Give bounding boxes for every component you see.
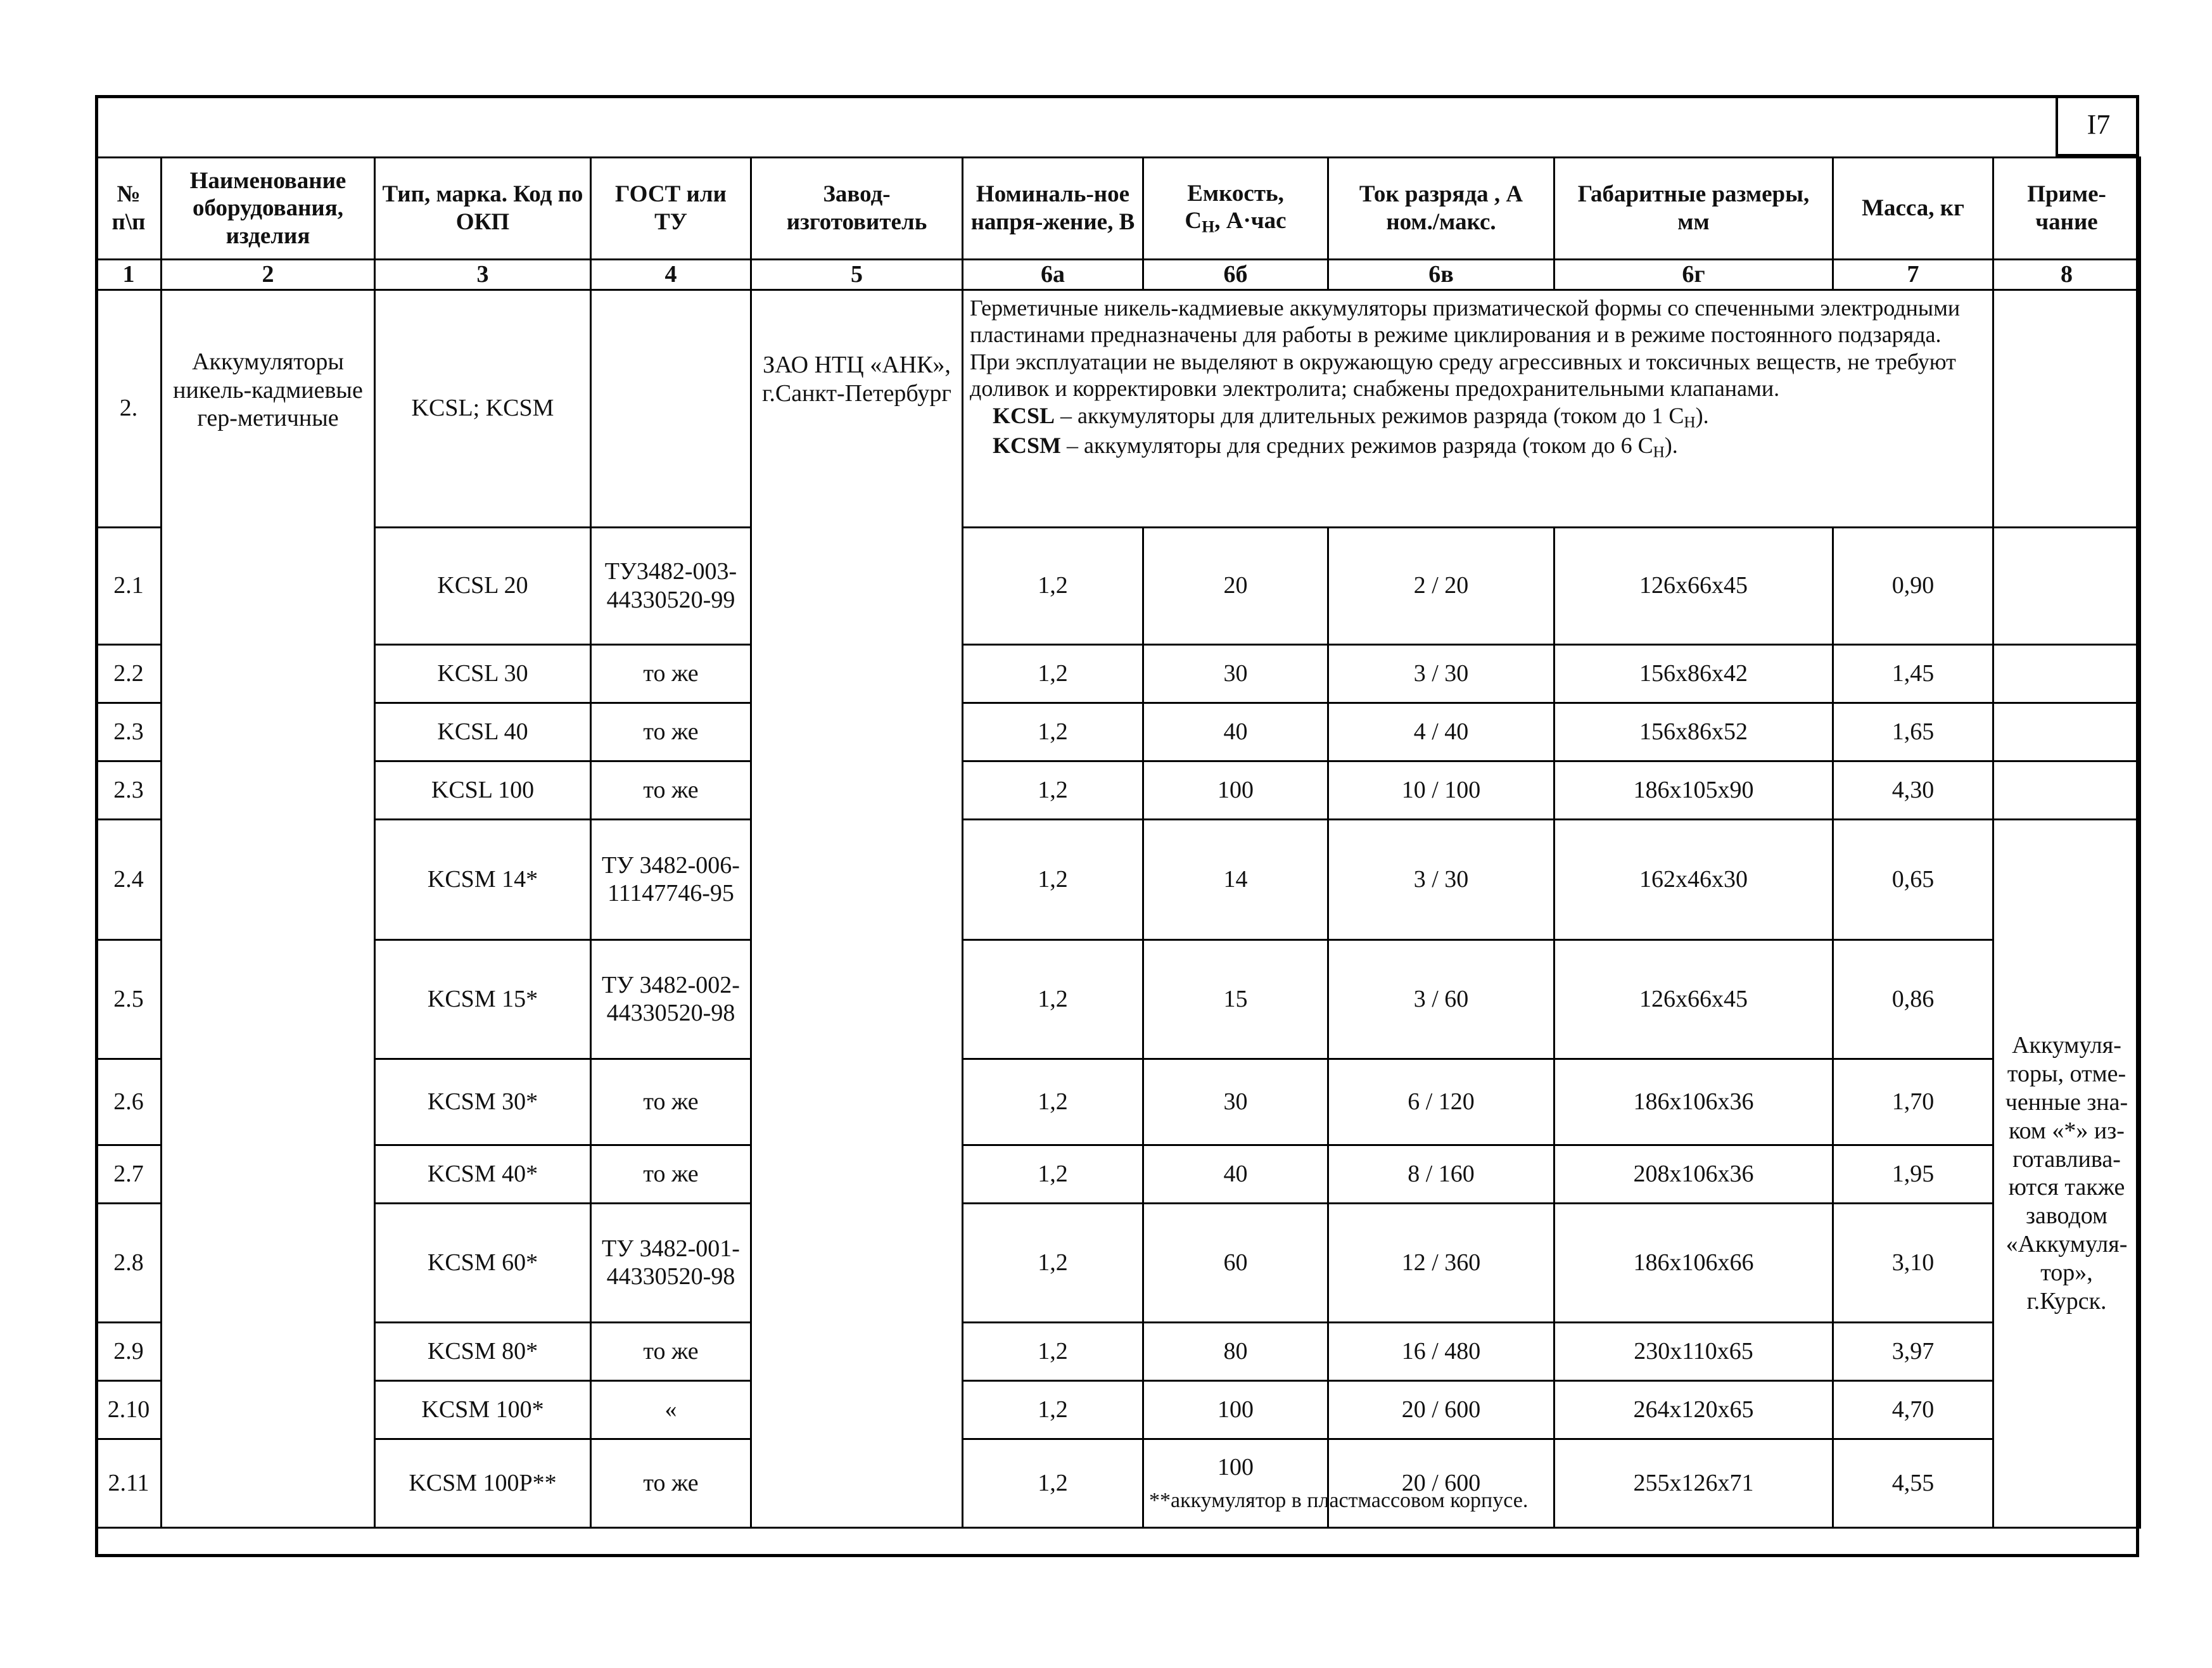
row-mass: 1,70 <box>1833 1059 1993 1145</box>
row-current: 6 / 120 <box>1328 1059 1554 1145</box>
header-name: Наименование оборудования, изделия <box>162 158 375 260</box>
header-note: Приме-чание <box>1993 158 2140 260</box>
row-num: 2.5 <box>96 939 162 1059</box>
table-row <box>96 761 2140 819</box>
row-note-empty <box>1993 761 2140 819</box>
row-capacity: 15 <box>1143 939 1328 1059</box>
row-num: 2.6 <box>96 1059 162 1145</box>
row-voltage: 1,2 <box>963 1380 1143 1439</box>
row-gost: то же <box>591 761 751 819</box>
row-type: KCSL 20 <box>375 527 591 644</box>
row-mass: 0,86 <box>1833 939 1993 1059</box>
row-gost: то же <box>591 1439 751 1527</box>
table-row <box>96 1380 2140 1439</box>
header-capacity: Емкость, $С_Н$, А·час <box>1143 158 1328 260</box>
row-gost: ТУ 3482-006-11147746-95 <box>591 819 751 939</box>
group-gost-empty <box>591 290 751 527</box>
group-description: Герметичные никель-кадмиевые аккумуляторы призматической формы со спеченными электродными пластинами предназначены для работы в режиме циклирования и в режиме постоянного подзаряда. При эксплуатации не выделяют в окружающую среду агрессивных и токсичных веществ, не требуют доливок и корректировки электролита; снабжены предохранительными клапанами. KCSL – аккумуляторы для длительных режимов разряда (током до 1 $С_Н$). KCSM – аккумуляторы для средних режимов разряда (током до 6 $С_Н$). <box>963 290 1993 527</box>
row-dims: 126х66х45 <box>1554 527 1833 644</box>
row-num: 2.3 <box>96 761 162 819</box>
column-number: 5 <box>751 260 963 290</box>
row-dims: 156х86х52 <box>1554 703 1833 761</box>
row-dims: 186х106х36 <box>1554 1059 1833 1145</box>
row-type: KCSM 15* <box>375 939 591 1059</box>
row-type: KCSM 100* <box>375 1380 591 1439</box>
row-mass: 4,55 <box>1833 1439 1993 1527</box>
table-row <box>96 939 2140 1059</box>
group-name: Аккумуляторы никель-кадмиевые гер-метичные <box>162 290 375 1527</box>
row-current: 3 / 60 <box>1328 939 1554 1059</box>
column-number: 1 <box>96 260 162 290</box>
row-gost: ТУ 3482-001-44330520-98 <box>591 1203 751 1322</box>
table-row <box>96 1203 2140 1322</box>
row-mass: 3,10 <box>1833 1203 1993 1322</box>
row-dims: 264х120х65 <box>1554 1380 1833 1439</box>
row-dims: 255х126х71 <box>1554 1439 1833 1527</box>
row-num: 2.9 <box>96 1322 162 1380</box>
header-dims: Габаритные размеры, мм <box>1554 158 1833 260</box>
row-type: KCSM 100P** <box>375 1439 591 1527</box>
row-dims: 230х110х65 <box>1554 1322 1833 1380</box>
table-row <box>96 703 2140 761</box>
row-current: 12 / 360 <box>1328 1203 1554 1322</box>
table-row <box>96 644 2140 703</box>
row-capacity: 100 **аккумулятор в пластмассовом корпусе. <box>1143 1439 1328 1527</box>
row-num: 2.3 <box>96 703 162 761</box>
column-number-row <box>96 260 2140 290</box>
row-current: 3 / 30 <box>1328 819 1554 939</box>
note-kcsm: Аккумуля-торы, отме-ченные зна-ком «*» из-готавлива-ются также заводом «Аккумуля-тор», г.Курск. <box>1993 819 2140 1527</box>
header-mass: Масса, кг <box>1833 158 1993 260</box>
battery-table <box>95 156 2141 1529</box>
table-row <box>96 1145 2140 1203</box>
row-mass: 4,30 <box>1833 761 1993 819</box>
row-dims: 186х106х66 <box>1554 1203 1833 1322</box>
row-capacity: 40 <box>1143 703 1328 761</box>
row-voltage: 1,2 <box>963 939 1143 1059</box>
column-number: 6б <box>1143 260 1328 290</box>
row-voltage: 1,2 <box>963 819 1143 939</box>
group-maker: ЗАО НТЦ «АНК», г.Санкт-Петербург <box>751 290 963 1527</box>
row-type: KCSL 40 <box>375 703 591 761</box>
row-num: 2.11 <box>96 1439 162 1527</box>
row-num: 2.8 <box>96 1203 162 1322</box>
row-voltage: 1,2 <box>963 527 1143 644</box>
header-maker: Завод-изготовитель <box>751 158 963 260</box>
row-num: 2.4 <box>96 819 162 939</box>
header-current: Ток разряда , А ном./макс. <box>1328 158 1554 260</box>
row-mass: 0,90 <box>1833 527 1993 644</box>
header-num: № п\п <box>96 158 162 260</box>
row-note-empty <box>1993 644 2140 703</box>
row-type: KCSL 100 <box>375 761 591 819</box>
row-type: KCSM 30* <box>375 1059 591 1145</box>
row-voltage: 1,2 <box>963 1145 1143 1203</box>
row-capacity: 40 <box>1143 1145 1328 1203</box>
kcsm-label: KCSM <box>993 432 1061 458</box>
row-capacity: 30 <box>1143 644 1328 703</box>
kcsl-label: KCSL <box>993 402 1055 428</box>
table-row <box>96 819 2140 939</box>
row-capacity: 100 <box>1143 1380 1328 1439</box>
row-voltage: 1,2 <box>963 703 1143 761</box>
group-row <box>96 290 2140 527</box>
row-capacity: 20 <box>1143 527 1328 644</box>
row-note-empty <box>1993 703 2140 761</box>
row-voltage: 1,2 <box>963 1203 1143 1322</box>
row-current: 20 / 600 <box>1328 1439 1554 1527</box>
row-gost: ТУ3482-003-44330520-99 <box>591 527 751 644</box>
row-dims: 208х106х36 <box>1554 1145 1833 1203</box>
table-row <box>96 1322 2140 1380</box>
column-number: 6в <box>1328 260 1554 290</box>
row-current: 8 / 160 <box>1328 1145 1554 1203</box>
row-voltage: 1,2 <box>963 761 1143 819</box>
table-row <box>96 1439 2140 1527</box>
row-gost: ТУ 3482-002-44330520-98 <box>591 939 751 1059</box>
header-row <box>96 158 2140 260</box>
header-voltage: Номиналь-ное напря-жение, В <box>963 158 1143 260</box>
row-voltage: 1,2 <box>963 1322 1143 1380</box>
row-dims: 186х105х90 <box>1554 761 1833 819</box>
row-current: 3 / 30 <box>1328 644 1554 703</box>
group-num: 2. <box>96 290 162 527</box>
description-text: Герметичные никель-кадмиевые аккумуляторы призматической формы со спеченными электродными пластинами предназначены для работы в режиме циклирования и в режиме постоянного подзаряда. При эксплуатации не выделяют в окружающую среду агрессивных и токсичных веществ, не требуют доливок и корректировки электролита; снабжены предохранительными клапанами. <box>970 295 1961 402</box>
row-mass: 4,70 <box>1833 1380 1993 1439</box>
group-note-empty <box>1993 290 2140 527</box>
row-type: KCSM 80* <box>375 1322 591 1380</box>
row-gost: то же <box>591 703 751 761</box>
row-mass: 1,65 <box>1833 703 1993 761</box>
row-capacity: 60 <box>1143 1203 1328 1322</box>
column-number: 7 <box>1833 260 1993 290</box>
header-type: Тип, марка. Код по ОКП <box>375 158 591 260</box>
group-types: KCSL; KCSM <box>375 290 591 527</box>
page-number: I7 <box>2056 95 2139 156</box>
row-type: KCSL 30 <box>375 644 591 703</box>
column-number: 6а <box>963 260 1143 290</box>
table-row <box>96 527 2140 644</box>
row-dims: 162х46х30 <box>1554 819 1833 939</box>
row-current: 16 / 480 <box>1328 1322 1554 1380</box>
row-note-empty <box>1993 527 2140 644</box>
row-gost: то же <box>591 1059 751 1145</box>
row-current: 20 / 600 <box>1328 1380 1554 1439</box>
row-type: KCSM 14* <box>375 819 591 939</box>
column-number: 4 <box>591 260 751 290</box>
row-num: 2.2 <box>96 644 162 703</box>
row-gost: то же <box>591 644 751 703</box>
row-num: 2.10 <box>96 1380 162 1439</box>
column-number: 2 <box>162 260 375 290</box>
column-number: 3 <box>375 260 591 290</box>
row-capacity: 100 <box>1143 761 1328 819</box>
table-row <box>96 1059 2140 1145</box>
row-dims: 156х86х42 <box>1554 644 1833 703</box>
row-num: 2.7 <box>96 1145 162 1203</box>
row-capacity: 80 <box>1143 1322 1328 1380</box>
row-type: KCSM 40* <box>375 1145 591 1203</box>
row-voltage: 1,2 <box>963 644 1143 703</box>
row-type: KCSM 60* <box>375 1203 591 1322</box>
row-capacity: 14 <box>1143 819 1328 939</box>
row-gost: то же <box>591 1322 751 1380</box>
row-current: 4 / 40 <box>1328 703 1554 761</box>
column-number: 6г <box>1554 260 1833 290</box>
row-mass: 3,97 <box>1833 1322 1993 1380</box>
row-dims: 126х66х45 <box>1554 939 1833 1059</box>
row-mass: 1,95 <box>1833 1145 1993 1203</box>
row-gost: « <box>591 1380 751 1439</box>
row-mass: 0,65 <box>1833 819 1993 939</box>
column-number: 8 <box>1993 260 2140 290</box>
row-voltage: 1,2 <box>963 1059 1143 1145</box>
header-gost: ГОСТ или ТУ <box>591 158 751 260</box>
row-num: 2.1 <box>96 527 162 644</box>
row-gost: то же <box>591 1145 751 1203</box>
row-current: 10 / 100 <box>1328 761 1554 819</box>
row-capacity: 30 <box>1143 1059 1328 1145</box>
row-mass: 1,45 <box>1833 644 1993 703</box>
row-voltage: 1,2 <box>963 1439 1143 1527</box>
row-current: 2 / 20 <box>1328 527 1554 644</box>
